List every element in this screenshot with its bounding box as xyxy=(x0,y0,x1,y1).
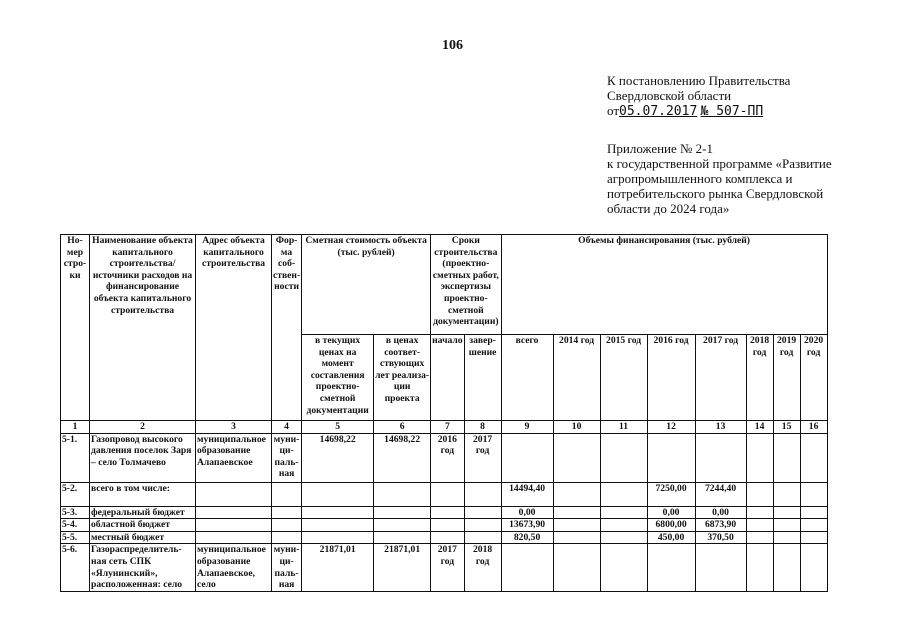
row-2015 xyxy=(600,482,647,506)
col-number: 7 xyxy=(431,421,464,434)
row-end xyxy=(464,482,501,506)
row-2017 xyxy=(695,544,746,592)
row-form xyxy=(272,531,302,544)
row-2020 xyxy=(800,433,827,482)
row-2015 xyxy=(600,506,647,519)
row-name: Газораспределитель-ная сеть СПК «Ялунинский», расположенная: село xyxy=(90,544,196,592)
row-estimate-years: 21871,01 xyxy=(374,544,431,592)
row-end: 2018 год xyxy=(464,544,501,592)
header-date-line xyxy=(607,103,867,119)
appendix-line-3: потребительского рынка Свердловской xyxy=(607,186,824,201)
row-address xyxy=(196,506,272,519)
row-estimate-current xyxy=(302,482,374,506)
row-2020 xyxy=(800,519,827,532)
row-2019 xyxy=(773,506,800,519)
row-start: 2017 год xyxy=(431,544,464,592)
appendix-line-1: к государственной программе «Развитие xyxy=(607,156,832,171)
row-estimate-years: 14698,22 xyxy=(374,433,431,482)
column-number-row xyxy=(61,421,828,434)
row-2020 xyxy=(800,531,827,544)
row-2020 xyxy=(800,506,827,519)
header-line-1: К постановлению Правительства xyxy=(607,73,791,88)
row-number: 5-4. xyxy=(61,519,90,532)
col-number: 3 xyxy=(196,421,272,434)
row-name: всего в том числе: xyxy=(90,482,196,506)
row-2014 xyxy=(553,482,600,506)
col-number: 10 xyxy=(553,421,600,434)
header-2015: 2015 год xyxy=(600,335,647,421)
table-row xyxy=(61,506,828,519)
row-2014 xyxy=(553,531,600,544)
col-number: 8 xyxy=(464,421,501,434)
col-number: 6 xyxy=(374,421,431,434)
row-estimate-current: 21871,01 xyxy=(302,544,374,592)
row-2020 xyxy=(800,544,827,592)
row-estimate-current xyxy=(302,519,374,532)
row-start xyxy=(431,482,464,506)
header-number: № 507-ПП xyxy=(700,104,764,119)
col-number: 13 xyxy=(695,421,746,434)
row-number: 5-6. xyxy=(61,544,90,592)
header-row-number: Но-мер стро-ки xyxy=(61,235,90,421)
col-number: 16 xyxy=(800,421,827,434)
row-number: 5-3. xyxy=(61,506,90,519)
header-from-prefix: от xyxy=(607,103,620,118)
header-2019: 2019 год xyxy=(773,335,800,421)
appendix-title: Приложение № 2-1 xyxy=(607,141,714,156)
header-date: 05.07.2017 xyxy=(619,104,698,119)
row-total: 14494,40 xyxy=(501,482,553,506)
row-end xyxy=(464,506,501,519)
header-terms-start: начало xyxy=(431,335,464,421)
row-2018 xyxy=(746,482,773,506)
row-2017: 7244,40 xyxy=(695,482,746,506)
page-number: 106 xyxy=(442,38,463,53)
row-estimate-current: 14698,22 xyxy=(302,433,374,482)
row-2019 xyxy=(773,531,800,544)
row-2016 xyxy=(647,544,695,592)
row-start: 2016 год xyxy=(431,433,464,482)
table-row xyxy=(61,531,828,544)
row-estimate-years xyxy=(374,531,431,544)
row-2019 xyxy=(773,544,800,592)
row-estimate-current xyxy=(302,506,374,519)
row-form xyxy=(272,482,302,506)
header-2016: 2016 год xyxy=(647,335,695,421)
row-2018 xyxy=(746,519,773,532)
row-2019 xyxy=(773,519,800,532)
row-2018 xyxy=(746,544,773,592)
row-address: муниципальное образование Алапаевское xyxy=(196,433,272,482)
resolution-header xyxy=(607,73,867,119)
header-2018: 2018 год xyxy=(746,335,773,421)
row-2019 xyxy=(773,482,800,506)
header-total: всего xyxy=(501,335,553,421)
row-2014 xyxy=(553,433,600,482)
row-2017: 0,00 xyxy=(695,506,746,519)
row-2016: 7250,00 xyxy=(647,482,695,506)
row-total: 0,00 xyxy=(501,506,553,519)
row-end: 2017 год xyxy=(464,433,501,482)
row-2016: 0,00 xyxy=(647,506,695,519)
table-row xyxy=(61,433,828,482)
col-number: 9 xyxy=(501,421,553,434)
col-number: 14 xyxy=(746,421,773,434)
header-2020: 2020 год xyxy=(800,335,827,421)
row-2014 xyxy=(553,544,600,592)
row-2017: 370,50 xyxy=(695,531,746,544)
row-form: муни-ци-паль-ная xyxy=(272,544,302,592)
header-line-2: Свердловской области xyxy=(607,88,732,103)
row-start xyxy=(431,506,464,519)
row-2015 xyxy=(600,433,647,482)
row-start xyxy=(431,519,464,532)
row-total xyxy=(501,433,553,482)
row-total: 820,50 xyxy=(501,531,553,544)
row-number: 5-2. xyxy=(61,482,90,506)
row-address xyxy=(196,531,272,544)
row-total xyxy=(501,544,553,592)
header-2014: 2014 год xyxy=(553,335,600,421)
header-2017: 2017 год xyxy=(695,335,746,421)
row-name: областной бюджет xyxy=(90,519,196,532)
header-address: Адрес объекта капитального строительства xyxy=(196,235,272,421)
row-name: местный бюджет xyxy=(90,531,196,544)
row-address xyxy=(196,482,272,506)
row-name: Газопровод высокого давления поселок Заря – село Толмачево xyxy=(90,433,196,482)
col-number: 2 xyxy=(90,421,196,434)
row-name: федеральный бюджет xyxy=(90,506,196,519)
table-row xyxy=(61,544,828,592)
header-estimate-current: в текущих ценах на момент составления проектно-сметной документации xyxy=(302,335,374,421)
table-header-row-1 xyxy=(61,235,828,335)
table-row xyxy=(61,519,828,532)
header-estimate-years: в ценах соответ-ствующих лет реализа-ции проекта xyxy=(374,335,431,421)
appendix-block xyxy=(607,141,867,216)
col-number: 4 xyxy=(272,421,302,434)
row-number: 5-5. xyxy=(61,531,90,544)
row-2017: 6873,90 xyxy=(695,519,746,532)
appendix-line-2: агропромышленного комплекса и xyxy=(607,171,793,186)
row-2017 xyxy=(695,433,746,482)
header-estimate: Сметная стоимость объекта (тыс. рублей) xyxy=(302,235,431,335)
row-2015 xyxy=(600,544,647,592)
row-2018 xyxy=(746,531,773,544)
row-estimate-current xyxy=(302,531,374,544)
table-row xyxy=(61,482,828,506)
header-terms-end: завер-шение xyxy=(464,335,501,421)
row-estimate-years xyxy=(374,482,431,506)
col-number: 12 xyxy=(647,421,695,434)
row-form xyxy=(272,519,302,532)
col-number: 11 xyxy=(600,421,647,434)
row-2015 xyxy=(600,531,647,544)
row-2014 xyxy=(553,519,600,532)
row-2018 xyxy=(746,506,773,519)
header-terms: Сроки строительства (проектно-сметных работ, экспертизы проектно-сметной документации) xyxy=(431,235,501,335)
header-financing: Объемы финансирования (тыс. рублей) xyxy=(501,235,827,335)
col-number: 5 xyxy=(302,421,374,434)
row-form xyxy=(272,506,302,519)
row-end xyxy=(464,519,501,532)
row-2014 xyxy=(553,506,600,519)
row-estimate-years xyxy=(374,519,431,532)
row-2016: 6800,00 xyxy=(647,519,695,532)
row-estimate-years xyxy=(374,506,431,519)
row-form: муни-ци-паль-ная xyxy=(272,433,302,482)
header-ownership-form: Фор-ма соб-ствен-ности xyxy=(272,235,302,421)
row-2016: 450,00 xyxy=(647,531,695,544)
row-2018 xyxy=(746,433,773,482)
col-number: 1 xyxy=(61,421,90,434)
row-end xyxy=(464,531,501,544)
row-2020 xyxy=(800,482,827,506)
row-2019 xyxy=(773,433,800,482)
row-2015 xyxy=(600,519,647,532)
financing-table xyxy=(60,234,828,592)
appendix-line-4: области до 2024 года» xyxy=(607,201,730,216)
row-2016 xyxy=(647,433,695,482)
row-number: 5-1. xyxy=(61,433,90,482)
header-object-name: Наименование объекта капитального строительства/ источники расходов на финансирование объекта капитального строительства xyxy=(90,235,196,421)
row-start xyxy=(431,531,464,544)
col-number: 15 xyxy=(773,421,800,434)
row-address xyxy=(196,519,272,532)
row-address: муниципальное образование Алапаевское, село xyxy=(196,544,272,592)
row-total: 13673,90 xyxy=(501,519,553,532)
